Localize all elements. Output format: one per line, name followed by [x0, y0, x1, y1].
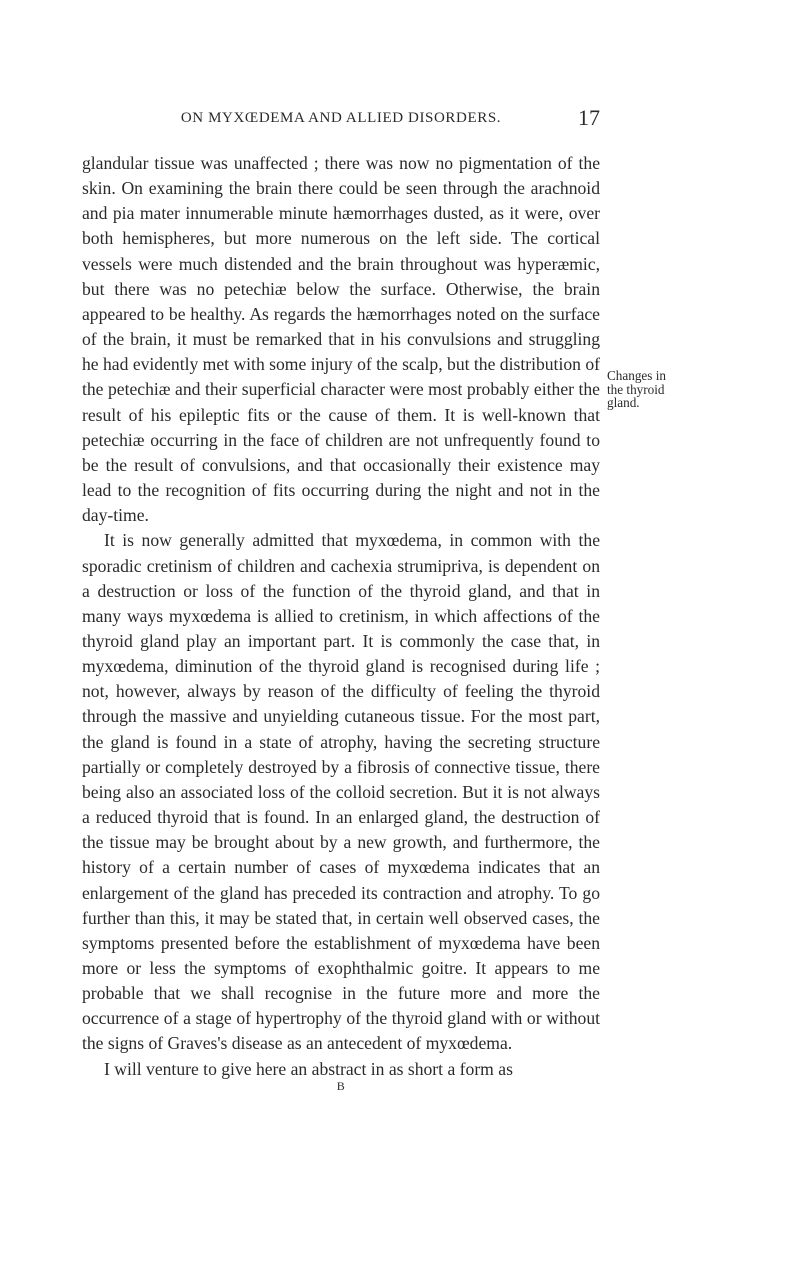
- paragraph-thyroid: It is now generally admitted that myxœdema, in common with the sporadic cretinism of children and cachexia strumipriva, is dependent on a destruction or loss of the function of the thyroid gland, and that in many ways myxœdema is allied to cretinism, in which affections of the thyroid gland play an important part. It is commonly the case that, in myxœdema, diminution of the thyroid gland is recognised during life ; not, however, always by reason of the difficulty of feeling the thyroid through the massive and unyielding cutaneous tissue. For the most part, the gland is found in a state of atrophy, having the secreting structure partially or completely destroyed by a fibrosis of connective tissue, there being also an associated loss of the colloid secretion. But it is not always a reduced thyroid that is found. In an enlarged gland, the destruction of the tissue may be brought about by a new growth, and furthermore, the history of a certain number of cases of myxœdema indicates that an enlargement of the gland has preceded its contraction and atrophy. To go further than this, it may be stated that, in certain well observed cases, the symptoms presented before the establishment of myxœdema have been more or less the symptoms of exophthalmic goitre. It appears to me probable that we shall recognise in the future more and more the occurrence of a stage of hypertrophy of the thyroid gland with or without the signs of Graves's disease as an antecedent of myxœdema.: [82, 530, 600, 1054]
- page-number: 17: [578, 105, 600, 130]
- margin-note: Changes in the thyroid gland.: [607, 368, 666, 410]
- body-text: [82, 151, 600, 1082]
- running-head: [82, 104, 600, 130]
- paragraph-abstract: I will venture to give here an abstract in as short a form as: [104, 1058, 513, 1079]
- running-title: ON MYXŒDEMA AND ALLIED DISORDERS.: [180, 110, 502, 126]
- signature-mark: B: [336, 1079, 346, 1093]
- paragraph-continuation: glandular tissue was unaffected ; there was now no pigmentation of the skin. On examining the brain there could be seen through the arachnoid and pia mater innumerable minute hæmorrhages dusted, as it were, over both hemispheres, but more numerous on the left side. The cortical vessels were much distended and the brain throughout was hyperæmic, but there was no petechiæ below the surface. Otherwise, the brain appeared to be healthy. As regards the hæmorrhages noted on the surface of the brain, it must be remarked that in his convulsions and struggling he had evidently met with some injury of the scalp, but the distribution of the petechiæ and their superficial character were most probably either the result of his epileptic fits or the cause of them. It is well-known that petechiæ occurring in the face of children are not unfrequently found to be the result of convulsions, and that occasionally their existence may lead to the recognition of fits occurring during the night and not in the day-time.: [82, 153, 600, 526]
